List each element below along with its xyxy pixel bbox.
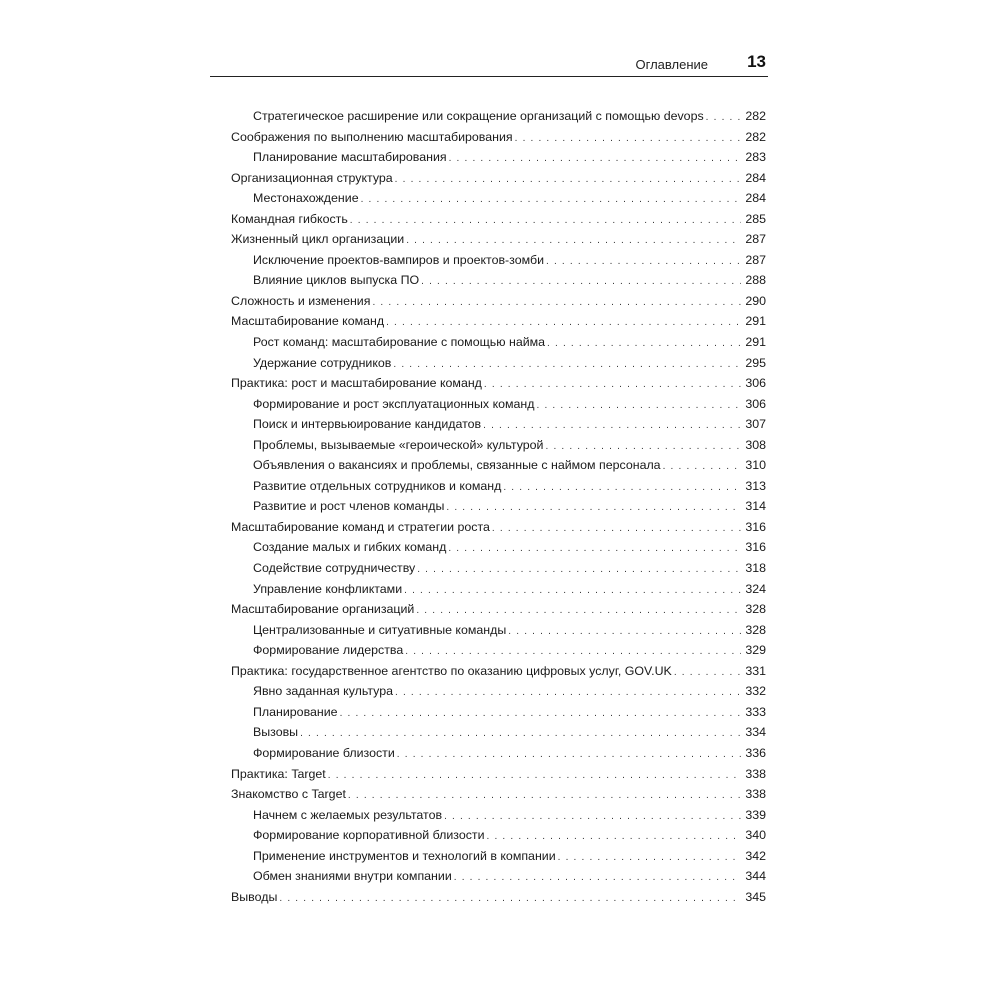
- toc-entry-title: Применение инструментов и технологий в компании: [253, 848, 556, 863]
- toc-entry-title: Соображения по выполнению масштабирования: [231, 129, 513, 144]
- toc-entry-title: Практика: государственное агентство по оказанию цифровых услуг, GOV.UK: [231, 663, 672, 678]
- toc-entry: [231, 764, 766, 785]
- dot-leader: [416, 601, 741, 620]
- toc-entry-title: Знакомство с Target: [231, 787, 346, 802]
- toc-entry-page: 336: [745, 745, 766, 760]
- toc-entry: [231, 311, 766, 332]
- toc-entry: [231, 702, 766, 723]
- toc-entry-title: Влияние циклов выпуска ПО: [253, 273, 420, 288]
- toc-entry: [231, 599, 766, 620]
- toc-entry-page: 306: [745, 376, 766, 391]
- toc-entry: [231, 476, 766, 497]
- toc-entry-page: 287: [745, 252, 766, 267]
- dot-leader: [487, 827, 741, 846]
- toc-entry-title: Планирование: [253, 704, 338, 719]
- toc-entry-page: 282: [745, 129, 766, 144]
- toc-entry-page: 316: [745, 540, 766, 555]
- toc-entry: [231, 620, 766, 641]
- toc-entry: [231, 250, 766, 271]
- toc-entry-title: Удержание сотрудников: [253, 355, 392, 370]
- dot-leader: [444, 807, 741, 826]
- toc-entry-page: 345: [745, 889, 766, 904]
- toc-entry: [231, 784, 766, 805]
- toc-entry-title: Формирование близости: [253, 745, 395, 760]
- toc-entry-page: 328: [745, 602, 766, 617]
- toc-entry-page: 316: [745, 519, 766, 534]
- toc-entry-page: 334: [745, 725, 766, 740]
- toc-entry: [231, 332, 766, 353]
- toc-entry: [231, 743, 766, 764]
- dot-leader: [300, 724, 741, 743]
- toc-entry-page: 314: [745, 499, 766, 514]
- toc-entry-title: Формирование лидерства: [253, 643, 404, 658]
- dot-leader: [706, 108, 741, 127]
- toc-entry-title: Рост команд: масштабирование с помощью найма: [253, 335, 546, 350]
- dot-leader: [558, 848, 741, 867]
- dot-leader: [350, 211, 741, 230]
- toc-entry-title: Планирование масштабирования: [253, 150, 447, 165]
- dot-leader: [484, 375, 741, 394]
- toc-entry-title: Выводы: [231, 889, 278, 904]
- toc-entry-page: 284: [745, 170, 766, 185]
- dot-leader: [395, 170, 741, 189]
- toc-entry-page: 282: [745, 109, 766, 123]
- toc-entry: [231, 640, 766, 661]
- toc-entry-title: Развитие и рост членов команды: [253, 499, 445, 514]
- toc-entry: [231, 558, 766, 579]
- toc-entry-page: 284: [745, 191, 766, 206]
- toc-entry: [231, 517, 766, 538]
- toc-entry-title: Централизованные и ситуативные команды: [253, 622, 507, 637]
- dot-leader: [454, 868, 741, 887]
- toc-entry-title: Масштабирование команд: [231, 314, 385, 329]
- toc-entry: [231, 681, 766, 702]
- toc-entry: [231, 805, 766, 826]
- toc-entry: [231, 455, 766, 476]
- dot-leader: [663, 457, 741, 476]
- toc-entry-title: Поиск и интервьюирование кандидатов: [253, 417, 482, 432]
- toc-entry-title: Содействие сотрудничеству: [253, 561, 416, 576]
- toc-entry-title: Местонахождение: [253, 191, 359, 206]
- toc-entry-title: Организационная структура: [231, 170, 393, 185]
- toc-entry-page: 328: [745, 622, 766, 637]
- dot-leader: [361, 190, 741, 209]
- toc-entry-page: 340: [745, 828, 766, 843]
- toc-entry: [231, 825, 766, 846]
- toc-entry: [231, 435, 766, 456]
- dot-leader: [503, 478, 741, 497]
- toc-entry-title: Явно заданная культура: [253, 684, 393, 699]
- dot-leader: [386, 313, 741, 332]
- toc-entry: [231, 188, 766, 209]
- dot-leader: [421, 272, 741, 291]
- toc-entry: [231, 168, 766, 189]
- dot-leader: [546, 252, 741, 271]
- toc-entry-title: Формирование корпоративной близости: [253, 828, 485, 843]
- toc-entry: [231, 127, 766, 148]
- toc-entry-title: Формирование и рост эксплуатационных команд: [253, 396, 535, 411]
- toc-entry-page: 287: [745, 232, 766, 247]
- toc-entry-page: 313: [745, 478, 766, 493]
- toc-entry-title: Объявления о вакансиях и проблемы, связанные с наймом персонала: [253, 458, 661, 473]
- toc-entry-title: Жизненный цикл организации: [231, 232, 405, 247]
- toc-entry: [231, 722, 766, 743]
- dot-leader: [406, 231, 741, 250]
- toc-entry-page: 338: [745, 787, 766, 802]
- toc-entry: [231, 414, 766, 435]
- toc-entry: [231, 209, 766, 230]
- toc-entry-page: 290: [745, 293, 766, 308]
- dot-leader: [537, 396, 741, 415]
- toc-entry-page: 310: [745, 458, 766, 473]
- dot-leader: [483, 416, 741, 435]
- dot-leader: [508, 622, 741, 641]
- toc-entry-page: 285: [745, 211, 766, 226]
- dot-leader: [515, 129, 741, 148]
- toc-entry: [231, 353, 766, 374]
- toc-entry: [231, 887, 766, 908]
- dot-leader: [449, 149, 741, 168]
- toc-entry: [231, 229, 766, 250]
- dot-leader: [448, 539, 741, 558]
- toc-entry-page: 333: [745, 704, 766, 719]
- toc-entry-page: 306: [745, 396, 766, 411]
- dot-leader: [348, 786, 741, 805]
- toc-entry-page: 318: [745, 561, 766, 576]
- toc-entry-title: Управление конфликтами: [253, 581, 403, 596]
- toc-entry-page: 342: [745, 848, 766, 863]
- toc-entry-page: 339: [745, 807, 766, 822]
- toc-entry-title: Стратегическое расширение или сокращение организаций с помощью devops: [253, 109, 704, 123]
- toc-entry-title: Масштабирование организаций: [231, 602, 415, 617]
- toc-entry-page: 295: [745, 355, 766, 370]
- toc-entry: [231, 373, 766, 394]
- dot-leader: [405, 642, 741, 661]
- toc-entry-page: 307: [745, 417, 766, 432]
- dot-leader: [404, 581, 741, 600]
- toc-entry: [231, 846, 766, 867]
- toc-entry: [231, 496, 766, 517]
- toc-entry-page: 329: [745, 643, 766, 658]
- toc-entry: [231, 579, 766, 600]
- dot-leader: [492, 519, 741, 538]
- toc-entry-page: 283: [745, 150, 766, 165]
- dot-leader: [417, 560, 741, 579]
- toc-entry-page: 344: [745, 869, 766, 884]
- dot-leader: [397, 745, 741, 764]
- dot-leader: [340, 704, 741, 723]
- dot-leader: [674, 663, 741, 682]
- toc-entry-title: Развитие отдельных сотрудников и команд: [253, 478, 502, 493]
- dot-leader: [446, 498, 741, 517]
- toc-entry: [231, 537, 766, 558]
- toc-entry-title: Исключение проектов-вампиров и проектов-зомби: [253, 252, 544, 267]
- toc-entry-page: 308: [745, 437, 766, 452]
- toc-entry-title: Практика: Target: [231, 766, 326, 781]
- dot-leader: [547, 334, 741, 353]
- table-of-contents: [231, 106, 766, 907]
- toc-entry-page: 291: [745, 314, 766, 329]
- header-page-number: 13: [747, 52, 766, 71]
- dot-leader: [328, 766, 741, 785]
- toc-entry-page: 338: [745, 766, 766, 781]
- dot-leader: [545, 437, 741, 456]
- toc-entry-title: Вызовы: [253, 725, 299, 740]
- toc-entry-title: Командная гибкость: [231, 211, 348, 226]
- toc-entry-title: Сложность и изменения: [231, 293, 371, 308]
- running-header: [210, 52, 768, 77]
- toc-entry: [231, 866, 766, 887]
- toc-entry: [231, 106, 766, 127]
- toc-entry-title: Проблемы, вызываемые «героической» культурой: [253, 437, 544, 452]
- toc-entry-title: Создание малых и гибких команд: [253, 540, 447, 555]
- header-title: Оглавление: [635, 57, 708, 72]
- toc-entry: [231, 661, 766, 682]
- toc-entry: [231, 291, 766, 312]
- dot-leader: [395, 683, 741, 702]
- toc-entry-title: Начнем с желаемых результатов: [253, 807, 443, 822]
- toc-entry-page: 331: [745, 663, 766, 678]
- dot-leader: [279, 889, 741, 908]
- toc-entry-page: 288: [745, 273, 766, 288]
- toc-entry-title: Масштабирование команд и стратегии роста: [231, 519, 490, 534]
- dot-leader: [393, 355, 741, 374]
- toc-entry-page: 324: [745, 581, 766, 596]
- toc-entry-page: 291: [745, 335, 766, 350]
- dot-leader: [372, 293, 741, 312]
- toc-entry: [231, 394, 766, 415]
- toc-entry: [231, 270, 766, 291]
- toc-entry-title: Обмен знаниями внутри компании: [253, 869, 452, 884]
- toc-entry: [231, 147, 766, 168]
- toc-entry-page: 332: [745, 684, 766, 699]
- toc-entry-title: Практика: рост и масштабирование команд: [231, 376, 482, 391]
